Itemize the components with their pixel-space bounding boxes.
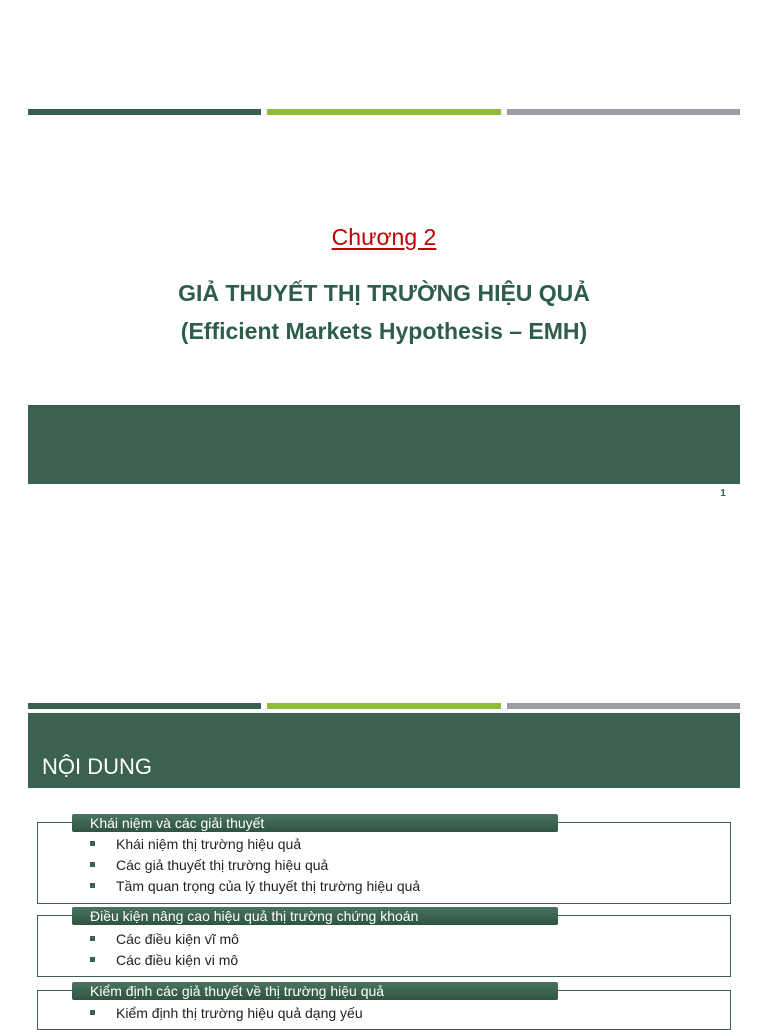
accent-bar-gray [507, 703, 740, 709]
section-title: Kiểm định các giả thuyết về thị trường hiệu quả [72, 982, 558, 1000]
bullet-icon [90, 862, 95, 867]
section-title: Điều kiện nâng cao hiệu quả thị trường chứng khoán [72, 907, 558, 925]
section-title: Khái niệm và các giải thuyết [72, 814, 558, 832]
footer-band [28, 405, 740, 484]
list-item: Tầm quan trọng của lý thuyết thị trường hiệu quả [90, 878, 420, 894]
list-item: Khái niệm thị trường hiệu quả [90, 836, 301, 852]
bullet-icon [90, 883, 95, 888]
bullet-icon [90, 841, 95, 846]
slide-heading: NỘI DUNG [42, 754, 152, 779]
accent-bar-lime [267, 109, 501, 115]
slide-title: GIẢ THUYẾT THỊ TRƯỜNG HIỆU QUẢ [178, 280, 590, 306]
list-item: Kiểm định thị trường hiệu quả dạng yếu [90, 1005, 363, 1021]
bullet-icon [90, 957, 95, 962]
page-number: 1 [720, 488, 726, 499]
bullet-icon [90, 936, 95, 941]
list-item: Các giả thuyết thị trường hiệu quả [90, 857, 328, 873]
accent-bar-dark [28, 109, 261, 115]
accent-bar-gray [507, 109, 740, 115]
list-item: Các điều kiện vi mô [90, 952, 238, 968]
accent-bar-lime [267, 703, 501, 709]
bullet-icon [90, 1010, 95, 1015]
list-item: Các điều kiện vĩ mô [90, 931, 239, 947]
accent-bar-dark [28, 703, 261, 709]
chapter-label: Chương 2 [331, 224, 437, 250]
slide-subtitle: (Efficient Markets Hypothesis – EMH) [180, 318, 588, 344]
